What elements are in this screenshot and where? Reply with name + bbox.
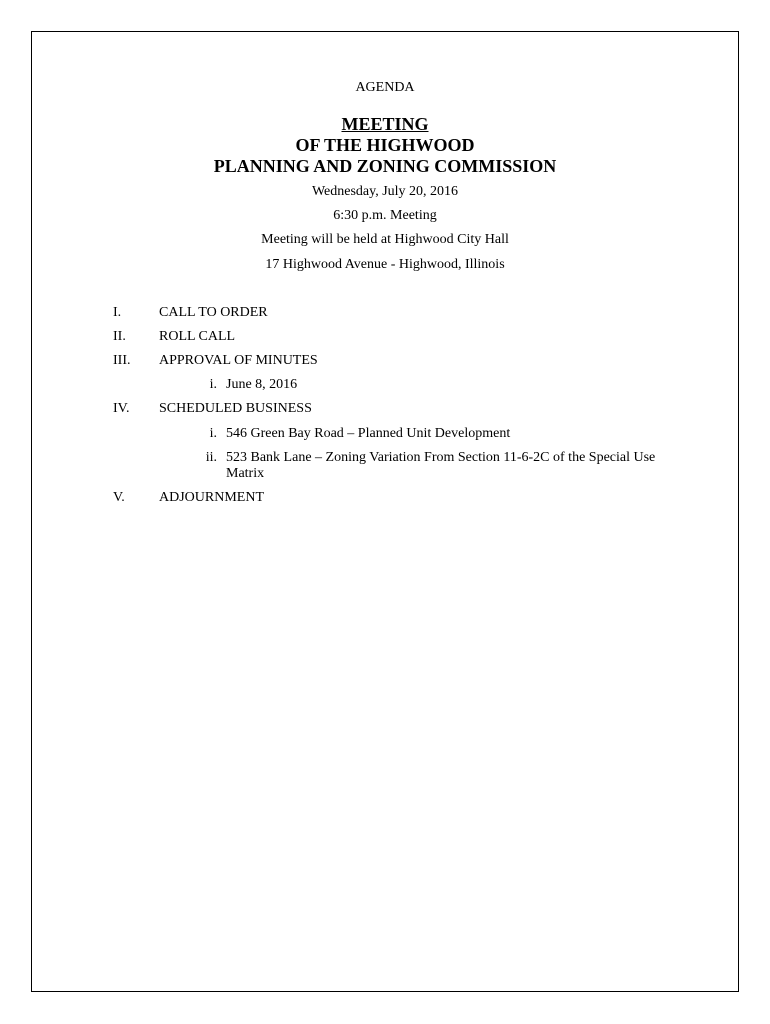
agenda-item-text: SCHEDULED BUSINESS [159, 401, 312, 416]
agenda-item-text: CALL TO ORDER [159, 305, 268, 320]
agenda-subitem-text: 523 Bank Lane – Zoning Variation From Section 11-6-2C of the Special Use Matrix [226, 450, 656, 481]
agenda-label: AGENDA [355, 80, 415, 95]
agenda-subitem-numeral: ii. [205, 450, 217, 465]
agenda-item-text: APPROVAL OF MINUTES [159, 353, 318, 368]
agenda-subitem-numeral: i. [209, 377, 217, 392]
agenda-item-numeral: III. [113, 353, 131, 368]
meeting-title: MEETING [341, 114, 429, 134]
agenda-subitem-text: June 8, 2016 [226, 377, 298, 392]
agenda-item-numeral: II. [113, 329, 126, 344]
agenda-item-numeral: V. [113, 490, 125, 505]
agenda-item-numeral: I. [113, 305, 122, 320]
agenda-subitem-numeral: i. [209, 426, 217, 441]
agenda-item-text: ADJOURNMENT [159, 490, 264, 505]
meeting-location: Meeting will be held at Highwood City Hall [261, 232, 509, 247]
agenda-item-numeral: IV. [113, 401, 130, 416]
meeting-title-line-3: PLANNING AND ZONING COMMISSION [213, 156, 557, 176]
meeting-date: Wednesday, July 20, 2016 [311, 184, 459, 199]
meeting-time: 6:30 p.m. Meeting [333, 208, 437, 223]
meeting-title-line-2: OF THE HIGHWOOD [295, 135, 475, 155]
agenda-item-text: ROLL CALL [159, 329, 236, 344]
meeting-address: 17 Highwood Avenue - Highwood, Illinois [265, 257, 505, 272]
agenda-subitem-text: 546 Green Bay Road – Planned Unit Development [226, 426, 511, 441]
